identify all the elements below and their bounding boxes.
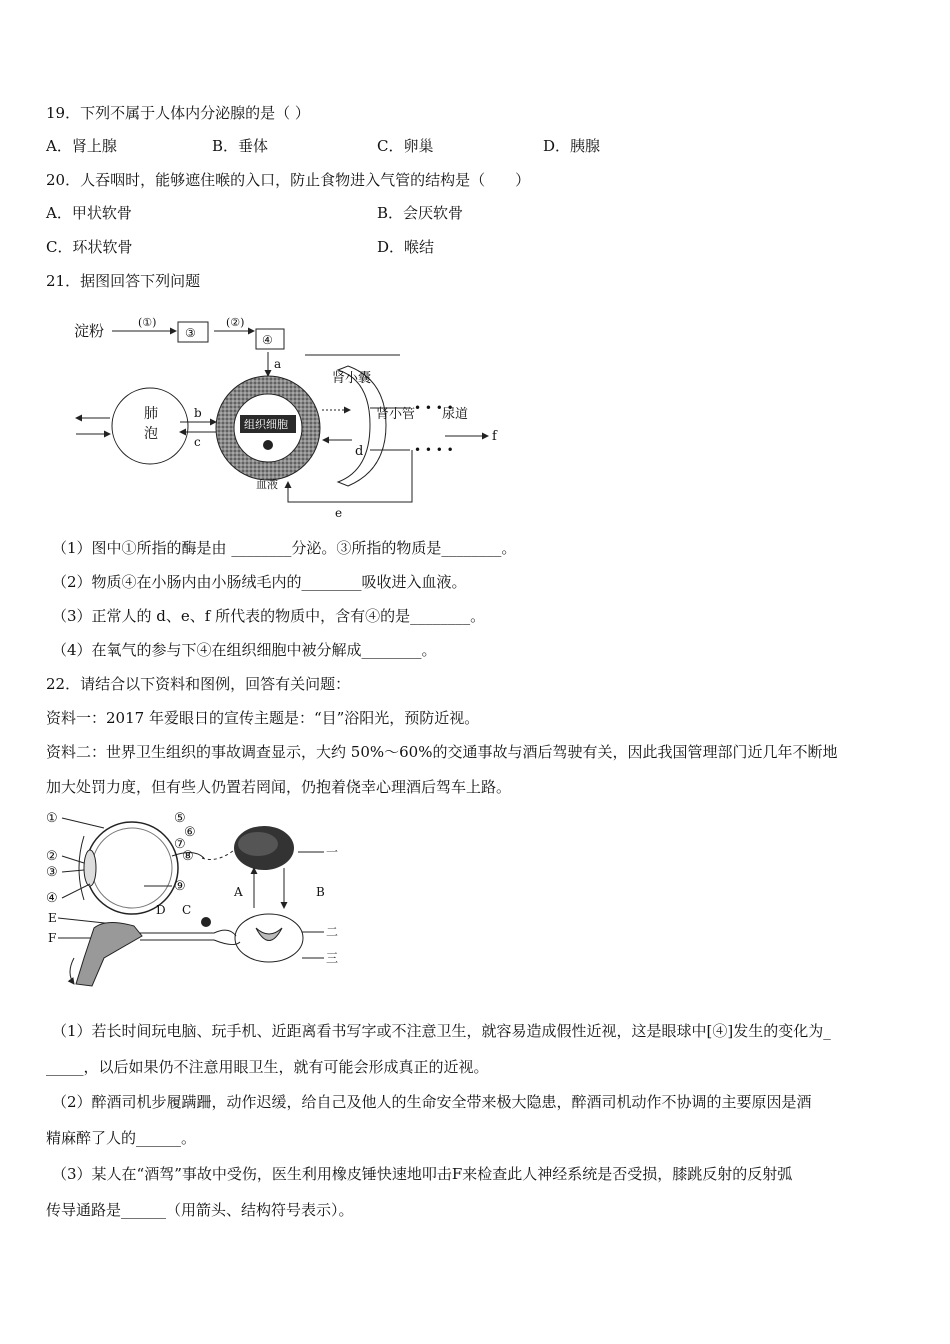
tissue-nucleus — [263, 440, 273, 450]
eye-label-2: ② — [46, 849, 58, 864]
q19-option-c: C．卵巢 — [377, 137, 434, 155]
q21-part3: （3）正常人的 d、e、f 所代表的物质中，含有④的是________。 — [52, 607, 486, 625]
eye-leader-4 — [62, 884, 90, 898]
label-b: b — [194, 406, 202, 420]
nerve-C — [140, 940, 240, 945]
q22-part3-line2: 传导通路是______（用箭头、结构符号表示）。 — [46, 1201, 354, 1219]
starch-label: 淀粉 — [74, 322, 105, 340]
q20-option-a: A．甲状软骨 — [46, 204, 132, 222]
label-B: B — [316, 885, 325, 899]
q19-stem: 19．下列不属于人体内分泌腺的是（ ） — [46, 104, 310, 122]
eye-lens — [84, 850, 96, 886]
q20-option-c: C．环状软骨 — [46, 238, 133, 256]
label-d: d — [355, 444, 364, 459]
label-E: E — [48, 911, 57, 925]
eye-label-7: ⑦ — [174, 837, 186, 852]
label-c: c — [194, 435, 201, 449]
eye-label-5: ⑤ — [174, 811, 186, 826]
label-a: a — [274, 357, 282, 371]
label-D: D — [156, 903, 166, 917]
q19-option-b: B．垂体 — [212, 137, 269, 155]
label-f: f — [492, 429, 497, 444]
eyeball-inner — [92, 828, 172, 908]
leg — [76, 922, 142, 986]
eye-leader-1 — [62, 818, 104, 828]
alveolus-label-1: 肺 — [144, 406, 158, 422]
label-C: C — [182, 903, 192, 917]
eye-label-3: ③ — [46, 865, 58, 880]
tubule-label: 肾小管 — [376, 407, 416, 422]
label-F: F — [48, 931, 57, 945]
q22-part2-line2: 精麻醉了人的______。 — [46, 1129, 197, 1147]
cornea — [79, 836, 84, 900]
q22-material2-line2: 加大处罚力度，但有些人仍置若罔闻，仍抱着侥幸心理酒后驾车上路。 — [46, 778, 512, 796]
q22-figure-eye-reflex — [44, 808, 344, 1003]
eye-leader-2 — [62, 856, 84, 863]
capsule-label: 肾小囊 — [332, 371, 372, 386]
blood-label: 血液 — [256, 478, 278, 491]
ganglion — [201, 917, 211, 927]
q22-material2-line1: 资料二：世界卫生组织的事故调查显示，大约 50%～60%的交通事故与酒后驾驶有关，因此我国管理部门近几年不断地 — [46, 743, 838, 761]
q20-option-b: B．会厌软骨 — [377, 204, 464, 222]
label-e: e — [335, 506, 343, 520]
label-A: A — [234, 885, 243, 899]
q21-figure-digestion-circulation — [70, 310, 510, 525]
q22-part2-line1: （2）醉酒司机步履蹒跚，动作迟缓，给自己及他人的生命安全带来极大隐患，醉酒司机动作不协调的主要原因是酒 — [52, 1093, 812, 1111]
q19-option-d: D．胰腺 — [543, 137, 601, 155]
box4-label: ④ — [262, 333, 273, 347]
eye-label-1: ① — [46, 811, 58, 826]
eye-brain-link — [202, 846, 239, 860]
eye-label-4: ④ — [46, 891, 58, 906]
eye-label-9: ⑨ — [174, 879, 186, 894]
q22-stem: 22．请结合以下资料和图例，回答有关问题： — [46, 675, 351, 693]
level-2: 二 — [326, 925, 339, 939]
gray-matter — [256, 928, 282, 941]
q20-option-d: D．喉结 — [377, 238, 435, 256]
eyeball — [86, 822, 178, 914]
level-3: 三 — [326, 951, 339, 965]
dots-lower: • • • • — [414, 443, 454, 457]
nerve-D — [140, 930, 236, 936]
q20-stem: 20．人吞咽时，能够遮住喉的入口，防止食物进入气管的结构是（ ） — [46, 171, 531, 189]
tissue-label: 组织细胞 — [244, 418, 288, 431]
q22-part1-line2: _____，以后如果仍不注意用眼卫生，就有可能会形成真正的近视。 — [46, 1058, 489, 1076]
eye-label-6: ⑥ — [184, 825, 196, 840]
step2-label: (②) — [226, 316, 245, 329]
eye-leader-3 — [62, 870, 84, 872]
step1-label: (①) — [138, 316, 157, 329]
q19-option-a: A．肾上腺 — [46, 137, 117, 155]
box3-label: ③ — [185, 326, 196, 340]
eye-label-8: ⑧ — [182, 849, 194, 864]
q22-part1-line1: （1）若长时间玩电脑、玩手机、近距离看书写字或不注意卫生，就容易造成假性近视，这是眼球中[④]发生的变化为_ — [52, 1022, 831, 1040]
alveolus-label-2: 泡 — [144, 426, 158, 442]
q22-part3-line1: （3）某人在“酒驾”事故中受伤，医生利用橡皮锤快速地叩击F来检查此人神经系统是否受损，膝跳反射的反射弧 — [52, 1165, 793, 1183]
urethra-label: 尿道 — [442, 407, 469, 422]
level-1: 一 — [326, 845, 339, 859]
kick-arrow — [70, 958, 74, 984]
q22-material1: 资料一：2017 年爱眼日的宣传主题是：“目”浴阳光，预防近视。 — [46, 709, 480, 727]
brain-fold — [238, 832, 278, 856]
q21-part1: （1）图中①所指的酶是由 ________分泌。③所指的物质是________。 — [52, 539, 517, 557]
q21-part4: （4）在氧气的参与下④在组织细胞中被分解成________。 — [52, 641, 437, 659]
dots-upper: • • • • — [414, 401, 454, 415]
q21-stem: 21．据图回答下列问题 — [46, 272, 201, 290]
q21-part2: （2）物质④在小肠内由小肠绒毛内的________吸收进入血液。 — [52, 573, 467, 591]
